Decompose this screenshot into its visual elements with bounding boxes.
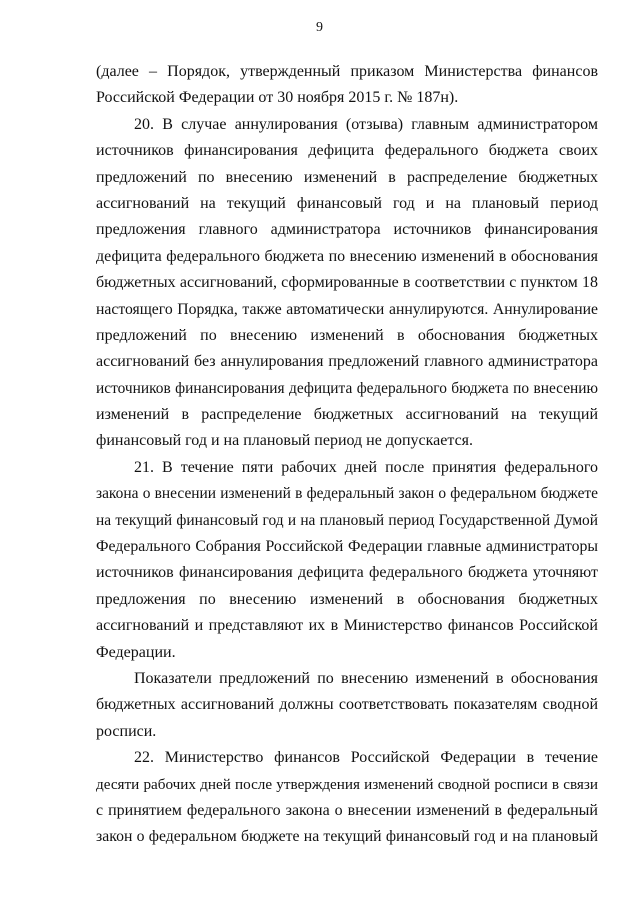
- text-line: ассигнований и представляют их в Министерство финансов Российской: [96, 617, 598, 635]
- text-line: закона о внесении изменений в федеральный закон о федеральном бюджете: [96, 485, 598, 503]
- text-line: (далее – Порядок, утвержденный приказом Министерства финансов: [96, 63, 598, 80]
- text-line: настоящего Порядка, также автоматически аннулируются. Аннулирование: [96, 300, 598, 318]
- text-line: предложения главного администратора источников финансирования: [96, 221, 598, 239]
- text-line: закон о федеральном бюджете на текущий финансовый год и на плановый: [96, 828, 598, 846]
- text-line: источников финансирования дефицита федерального бюджета уточняют: [96, 564, 598, 582]
- text-line: дефицита федерального бюджета по внесению изменений в обоснования: [96, 247, 598, 265]
- text-line: десяти рабочих дней после утверждения изменений сводной росписи в связи: [96, 775, 598, 793]
- text-line: Российской Федерации от 30 ноября 2015 г. № 187н).: [96, 89, 459, 107]
- text-line: изменений в распределение бюджетных ассигнований на текущий: [96, 406, 598, 424]
- text-line: ассигнований на текущий финансовый год и на плановый период: [96, 194, 598, 212]
- text-line: источников финансирования дефицита федерального бюджета по внесению: [96, 379, 598, 397]
- text-line: 21. В течение пяти рабочих дней после принятия федерального: [134, 458, 598, 476]
- text-line: предложений по внесению изменений в обоснования бюджетных: [96, 326, 598, 344]
- text-line: источников финансирования дефицита федерального бюджета своих: [96, 142, 598, 160]
- text-line: бюджетных ассигнований, сформированные в соответствии с пунктом 18: [96, 274, 598, 292]
- text-line: росписи.: [96, 722, 157, 740]
- text-line: Федерации.: [96, 643, 176, 661]
- text-line: Федерального Собрания Российской Федерации главные администраторы: [96, 538, 598, 556]
- text-line: с принятием федерального закона о внесении изменений в федеральный: [96, 801, 598, 819]
- text-line: 20. В случае аннулирования (отзыва) главным администратором: [134, 115, 598, 133]
- text-line: 22. Министерство финансов Российской Федерации в течение: [134, 749, 598, 767]
- text-line: предложений по внесению изменений в распределение бюджетных: [96, 168, 598, 186]
- text-line: финансовый год и на плановый период не допускается.: [96, 432, 474, 450]
- text-line: ассигнований без аннулирования предложений главного администратора: [96, 353, 598, 371]
- document-body: [96, 59, 598, 851]
- text-line: Показатели предложений по внесению изменений в обоснования: [134, 669, 598, 687]
- text-line: на текущий финансовый год и на плановый период Государственной Думой: [96, 511, 598, 529]
- text-line: предложения по внесению изменений в обоснования бюджетных: [96, 590, 598, 608]
- text-line: бюджетных ассигнований должны соответствовать показателям сводной: [96, 696, 598, 714]
- page-number: 9: [316, 20, 324, 35]
